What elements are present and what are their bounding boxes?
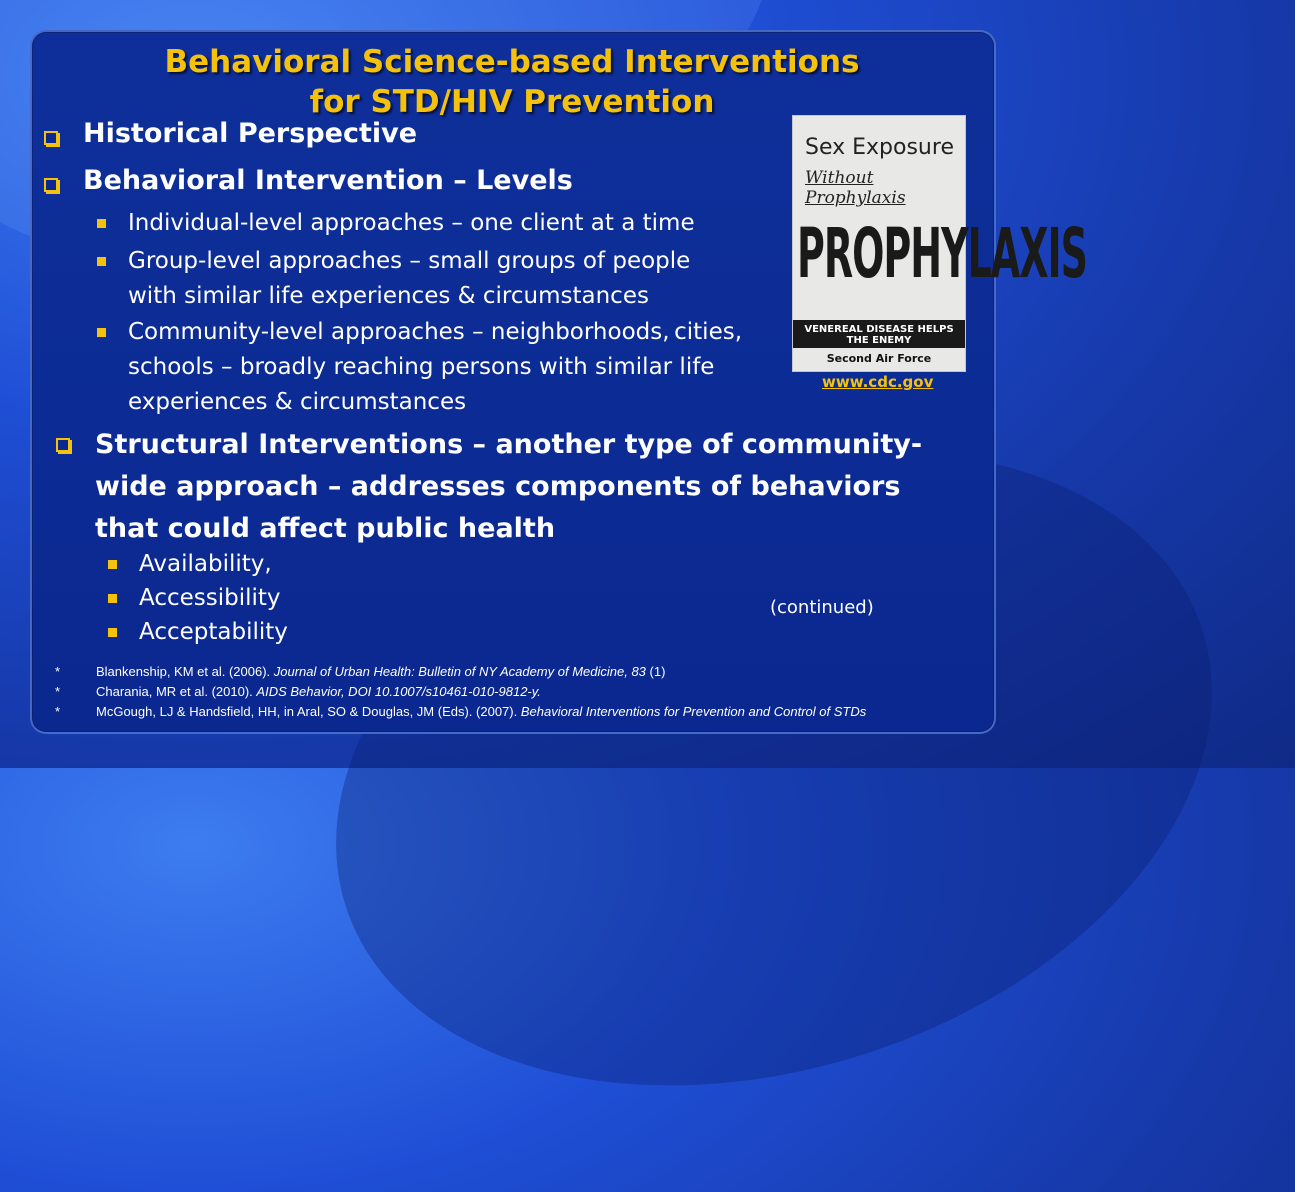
poster-line-2: Without Prophylaxis xyxy=(805,168,906,208)
bullet-square-icon xyxy=(97,219,106,228)
cdc-link[interactable]: www.cdc.gov xyxy=(822,373,934,391)
reference-marker: * xyxy=(55,704,61,719)
bullet-square-icon xyxy=(97,257,106,266)
bullet-box-icon xyxy=(44,178,58,192)
structural-item-accessibility: Accessibility xyxy=(139,585,281,611)
reference-1-journal: Journal of Urban Health: Bulletin of NY Academy of Medicine, 83 xyxy=(273,664,646,679)
reference-1-tail: (1) xyxy=(645,664,666,679)
reference-3-authors: McGough, LJ & Handsfield, HH, in Aral, SO & Douglas, JM (Eds). (2007). xyxy=(96,704,521,719)
level-community-line-2: schools – broadly reaching persons with similar life xyxy=(128,354,715,380)
continued-label: (continued) xyxy=(770,597,874,618)
reference-2-authors: Charania, MR et al. (2010). xyxy=(96,684,257,699)
structural-line-1: Structural Interventions – another type of community- xyxy=(95,429,923,460)
level-group-line-2: with similar life experiences & circumstances xyxy=(128,283,649,309)
poster-big-word: PROPHYLAXIS xyxy=(797,214,1088,294)
title-line-2: for STD/HIV Prevention xyxy=(309,84,715,120)
poster-banner: VENEREAL DISEASE HELPS THE ENEMY xyxy=(804,324,954,346)
bullet-square-icon xyxy=(108,594,117,603)
structural-line-3: that could affect public health xyxy=(95,513,556,544)
reference-2-journal: AIDS Behavior, DOI 10.1007/s10461-010-9812-y. xyxy=(256,684,541,699)
structural-line-2: wide approach – addresses components of behaviors xyxy=(95,471,901,502)
bullet-square-icon xyxy=(108,560,117,569)
level-individual: Individual-level approaches – one client at a time xyxy=(128,210,695,236)
poster-footer: Second Air Force xyxy=(826,352,932,365)
level-group-line-1: Group-level approaches – small groups of people xyxy=(128,248,691,274)
bullet-levels: Behavioral Intervention – Levels xyxy=(83,165,573,196)
structural-item-availability: Availability, xyxy=(139,551,272,577)
prophylaxis-poster-image xyxy=(792,115,1088,372)
reference-marker: * xyxy=(55,664,61,679)
reference-3-book: Behavioral Interventions for Prevention and Control of STDs xyxy=(520,704,867,719)
reference-marker: * xyxy=(55,684,61,699)
bullet-square-icon xyxy=(108,628,117,637)
bullet-box-icon xyxy=(56,438,70,452)
level-community xyxy=(128,315,742,420)
level-group xyxy=(128,244,690,314)
structural-item-acceptability: Acceptability xyxy=(139,619,288,645)
poster-line-1: Sex Exposure xyxy=(805,135,954,160)
bullet-square-icon xyxy=(97,328,106,337)
level-community-line-1: Community-level approaches – neighborhoods, cities, xyxy=(128,319,743,345)
bullet-box-icon xyxy=(44,131,58,145)
bullet-structural xyxy=(95,424,922,550)
title-line-1: Behavioral Science-based Interventions xyxy=(164,44,860,80)
reference-1-authors: Blankenship, KM et al. (2006). xyxy=(96,664,274,679)
level-community-line-3: experiences & circumstances xyxy=(128,389,467,415)
bullet-historical: Historical Perspective xyxy=(83,118,418,149)
slide-title xyxy=(0,42,1024,122)
